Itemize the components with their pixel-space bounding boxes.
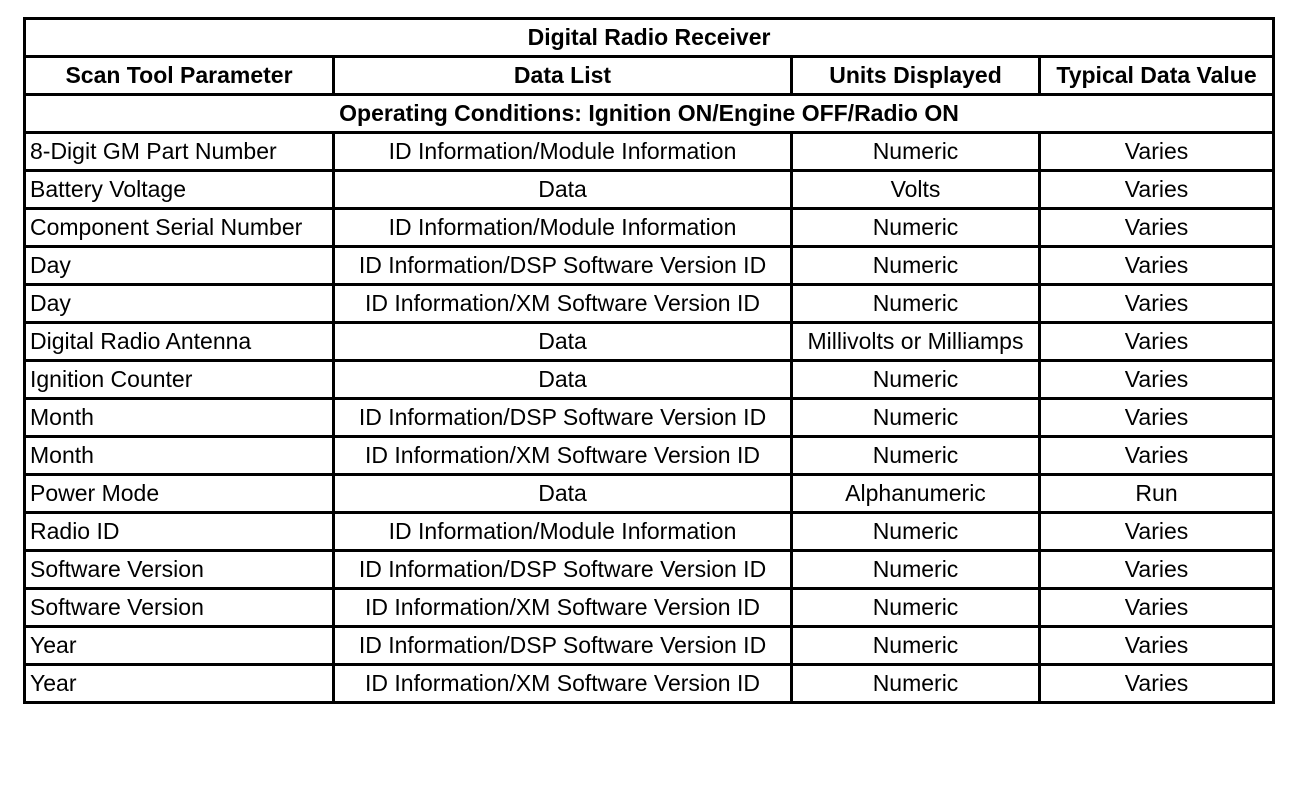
data-list-cell: ID Information/DSP Software Version ID [334,247,792,285]
data-list-cell: Data [334,171,792,209]
typical-value-cell: Varies [1040,399,1274,437]
data-list-cell: ID Information/DSP Software Version ID [334,627,792,665]
data-list-cell: ID Information/XM Software Version ID [334,665,792,703]
data-list-cell: ID Information/DSP Software Version ID [334,551,792,589]
parameter-cell: Day [25,247,334,285]
table-row [25,399,1274,437]
table-row [25,475,1274,513]
units-cell: Millivolts or Milliamps [792,323,1040,361]
units-cell: Numeric [792,361,1040,399]
header-units-displayed: Units Displayed [792,57,1040,95]
data-list-cell: ID Information/Module Information [334,209,792,247]
operating-conditions-row [25,95,1274,133]
typical-value-cell: Varies [1040,133,1274,171]
units-cell: Numeric [792,551,1040,589]
parameter-cell: Software Version [25,589,334,627]
typical-value-cell: Varies [1040,209,1274,247]
typical-value-cell: Run [1040,475,1274,513]
units-cell: Numeric [792,399,1040,437]
parameter-cell: Year [25,665,334,703]
parameter-cell: Month [25,437,334,475]
header-scan-tool-parameter: Scan Tool Parameter [25,57,334,95]
data-list-cell: ID Information/XM Software Version ID [334,437,792,475]
table-title-row [25,19,1274,57]
table-row [25,513,1274,551]
units-cell: Numeric [792,133,1040,171]
units-cell: Numeric [792,209,1040,247]
parameter-cell: 8-Digit GM Part Number [25,133,334,171]
parameter-cell: Battery Voltage [25,171,334,209]
data-list-cell: ID Information/Module Information [334,513,792,551]
units-cell: Alphanumeric [792,475,1040,513]
table-row [25,209,1274,247]
parameter-cell: Power Mode [25,475,334,513]
data-list-cell: ID Information/XM Software Version ID [334,589,792,627]
data-list-cell: Data [334,323,792,361]
units-cell: Numeric [792,285,1040,323]
units-cell: Volts [792,171,1040,209]
units-cell: Numeric [792,627,1040,665]
data-list-cell: ID Information/Module Information [334,133,792,171]
units-cell: Numeric [792,437,1040,475]
table-header-row [25,57,1274,95]
table-row [25,171,1274,209]
parameter-cell: Month [25,399,334,437]
parameter-cell: Component Serial Number [25,209,334,247]
parameter-cell: Radio ID [25,513,334,551]
typical-value-cell: Varies [1040,171,1274,209]
table-row [25,133,1274,171]
typical-value-cell: Varies [1040,323,1274,361]
table-row [25,437,1274,475]
units-cell: Numeric [792,247,1040,285]
units-cell: Numeric [792,513,1040,551]
typical-value-cell: Varies [1040,437,1274,475]
typical-value-cell: Varies [1040,247,1274,285]
typical-value-cell: Varies [1040,665,1274,703]
table-title: Digital Radio Receiver [25,19,1274,57]
data-list-cell: Data [334,475,792,513]
typical-value-cell: Varies [1040,513,1274,551]
table-row [25,589,1274,627]
table-row [25,361,1274,399]
parameter-cell: Year [25,627,334,665]
data-list-cell: Data [334,361,792,399]
units-cell: Numeric [792,589,1040,627]
typical-value-cell: Varies [1040,627,1274,665]
table-row [25,665,1274,703]
data-list-cell: ID Information/XM Software Version ID [334,285,792,323]
table-row [25,323,1274,361]
typical-value-cell: Varies [1040,285,1274,323]
data-list-cell: ID Information/DSP Software Version ID [334,399,792,437]
typical-value-cell: Varies [1040,589,1274,627]
header-typical-data-value: Typical Data Value [1040,57,1274,95]
digital-radio-receiver-table [23,17,1275,704]
table-row [25,247,1274,285]
header-data-list: Data List [334,57,792,95]
parameter-cell: Ignition Counter [25,361,334,399]
table-body [25,133,1274,703]
table-row [25,551,1274,589]
parameter-cell: Digital Radio Antenna [25,323,334,361]
typical-value-cell: Varies [1040,361,1274,399]
document-table-container [23,17,1275,704]
operating-conditions: Operating Conditions: Ignition ON/Engine OFF/Radio ON [25,95,1274,133]
table-row [25,285,1274,323]
typical-value-cell: Varies [1040,551,1274,589]
table-row [25,627,1274,665]
parameter-cell: Software Version [25,551,334,589]
units-cell: Numeric [792,665,1040,703]
parameter-cell: Day [25,285,334,323]
